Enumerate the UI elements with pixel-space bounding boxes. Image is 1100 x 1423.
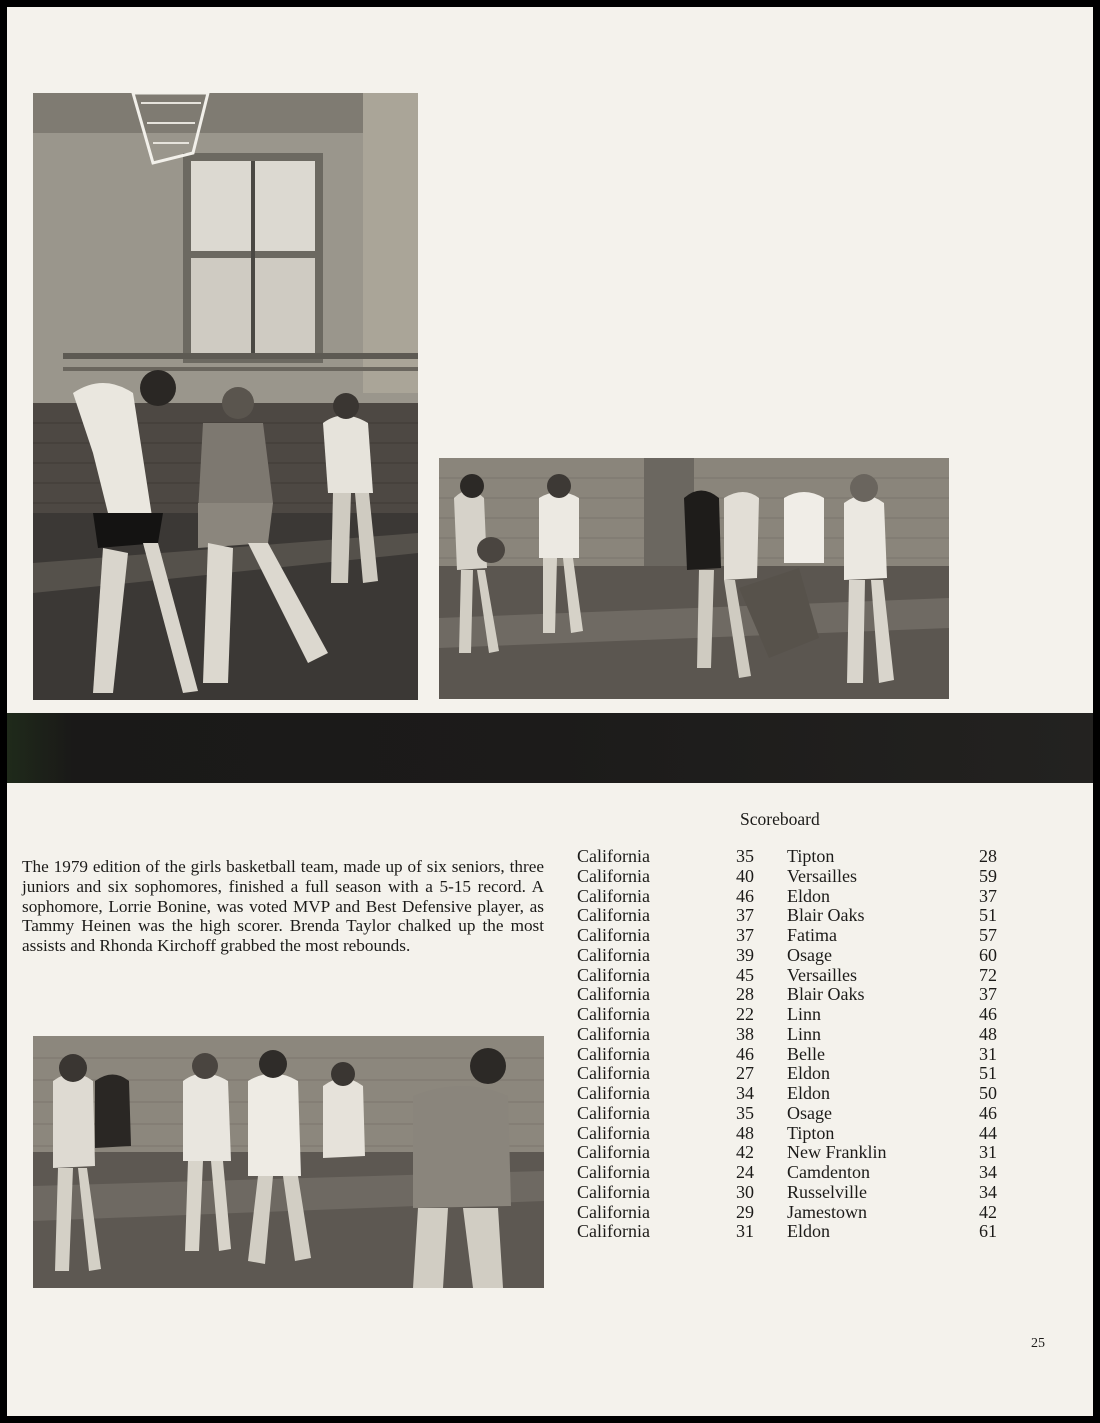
- column-gap: [754, 1045, 787, 1065]
- column-gap: [754, 966, 787, 986]
- opponent-score: 60: [979, 944, 997, 965]
- opponent-score: 48: [979, 1023, 997, 1044]
- opponent-team: Versailles: [787, 865, 857, 886]
- home-team: California: [577, 984, 650, 1005]
- home-score: 27: [736, 1063, 754, 1084]
- opponent-score: 46: [979, 1004, 997, 1024]
- column-gap: [754, 1183, 787, 1203]
- home-team: California: [577, 846, 650, 866]
- home-score: 42: [736, 1142, 754, 1163]
- column-gap: [754, 1163, 787, 1183]
- scoreboard-row: [577, 1064, 997, 1084]
- home-team: California: [577, 1023, 650, 1044]
- home-team: California: [577, 1122, 650, 1143]
- opponent-score: 61: [979, 1221, 997, 1242]
- opponent-team: Camdenton: [787, 1162, 870, 1182]
- home-team: California: [577, 944, 650, 965]
- home-team: California: [577, 865, 650, 886]
- opponent-team: Versailles: [787, 964, 857, 985]
- home-team: California: [577, 1162, 650, 1182]
- opponent-team: New Franklin: [787, 1142, 887, 1163]
- home-score: 45: [736, 964, 754, 985]
- opponent-score: 34: [979, 1181, 997, 1202]
- home-team: California: [577, 1004, 650, 1024]
- column-gap: [754, 1104, 787, 1124]
- column-gap: [754, 985, 787, 1005]
- scoreboard-row: [577, 966, 997, 986]
- page-number: 25: [1031, 1336, 1045, 1351]
- section-divider-band: [7, 713, 1093, 783]
- opponent-team: Eldon: [787, 885, 830, 906]
- home-team: California: [577, 1063, 650, 1084]
- opponent-team: Osage: [787, 1102, 832, 1123]
- opponent-score: 37: [979, 885, 997, 906]
- opponent-score: 72: [979, 964, 997, 985]
- opponent-team: Eldon: [787, 1083, 830, 1103]
- column-gap: [754, 906, 787, 926]
- yearbook-page: [7, 7, 1093, 1416]
- home-team: California: [577, 964, 650, 985]
- home-score: 46: [736, 885, 754, 906]
- home-team: California: [577, 1142, 650, 1163]
- home-score: 34: [736, 1083, 754, 1103]
- scoreboard-table: [577, 847, 997, 1242]
- scoreboard-row: [577, 1104, 997, 1124]
- home-team: California: [577, 905, 650, 926]
- opponent-team: Tipton: [787, 846, 835, 866]
- scoreboard-rows: [577, 847, 997, 1242]
- opponent-team: Blair Oaks: [787, 984, 865, 1005]
- column-gap: [754, 1222, 787, 1242]
- scoreboard-row: [577, 1222, 997, 1242]
- home-score: 37: [736, 905, 754, 926]
- opponent-team: Linn: [787, 1023, 821, 1044]
- opponent-score: 46: [979, 1102, 997, 1123]
- home-team: California: [577, 1181, 650, 1202]
- opponent-team: Jamestown: [787, 1201, 867, 1222]
- home-score: 29: [736, 1201, 754, 1222]
- column-gap: [754, 887, 787, 907]
- opponent-score: 31: [979, 1043, 997, 1064]
- opponent-team: Osage: [787, 944, 832, 965]
- column-gap: [754, 1084, 787, 1104]
- scoreboard-row: [577, 985, 997, 1005]
- scoreboard-row: [577, 1143, 997, 1163]
- opponent-team: Tipton: [787, 1122, 835, 1143]
- home-team: California: [577, 1201, 650, 1222]
- home-score: 30: [736, 1181, 754, 1202]
- home-score: 24: [736, 1162, 754, 1182]
- home-team: California: [577, 925, 650, 945]
- home-score: 37: [736, 925, 754, 945]
- scoreboard-row: [577, 906, 997, 926]
- opponent-team: Fatima: [787, 925, 837, 945]
- home-score: 31: [736, 1221, 754, 1242]
- opponent-score: 31: [979, 1142, 997, 1163]
- opponent-team: Eldon: [787, 1221, 830, 1242]
- scoreboard-row: [577, 946, 997, 966]
- column-gap: [754, 1064, 787, 1084]
- column-gap: [754, 1005, 787, 1025]
- scoreboard-row: [577, 887, 997, 907]
- column-gap: [754, 1025, 787, 1045]
- scoreboard-row: [577, 1203, 997, 1223]
- scoreboard-row: [577, 1124, 997, 1144]
- opponent-score: 50: [979, 1083, 997, 1103]
- team-caption: The 1979 edition of the girls basketball team, made up of six seniors, three juniors and six sophomores, finished a full season with a 5-15 record. A sophomore, Lorrie Bonine, was voted MVP and Best Defensive player, as Tammy Heinen was the high scorer. Brenda Taylor chalked up the most assists and Rhonda Kirchoff grabbed the most rebounds.: [22, 857, 544, 956]
- opponent-score: 59: [979, 865, 997, 886]
- opponent-team: Blair Oaks: [787, 905, 865, 926]
- opponent-team: Russelville: [787, 1181, 867, 1202]
- photo-team-practice: [439, 458, 949, 699]
- opponent-score: 51: [979, 905, 997, 926]
- home-team: California: [577, 1043, 650, 1064]
- opponent-score: 28: [979, 846, 997, 866]
- home-score: 28: [736, 984, 754, 1005]
- home-score: 40: [736, 865, 754, 886]
- opponent-score: 42: [979, 1201, 997, 1222]
- opponent-score: 34: [979, 1162, 997, 1182]
- column-gap: [754, 867, 787, 887]
- opponent-team: Eldon: [787, 1063, 830, 1084]
- home-score: 35: [736, 1102, 754, 1123]
- scoreboard-row: [577, 1045, 997, 1065]
- scoreboard-row: [577, 926, 997, 946]
- scoreboard-row: [577, 1163, 997, 1183]
- home-score: 22: [736, 1004, 754, 1024]
- opponent-score: 44: [979, 1122, 997, 1143]
- home-team: California: [577, 1083, 650, 1103]
- home-team: California: [577, 1102, 650, 1123]
- home-team: California: [577, 885, 650, 906]
- column-gap: [754, 1143, 787, 1163]
- scoreboard-row: [577, 1025, 997, 1045]
- photo-team-huddle: [33, 1036, 544, 1288]
- home-score: 38: [736, 1023, 754, 1044]
- column-gap: [754, 946, 787, 966]
- opponent-score: 51: [979, 1063, 997, 1084]
- scoreboard-row: [577, 1183, 997, 1203]
- home-score: 39: [736, 944, 754, 965]
- home-score: 48: [736, 1122, 754, 1143]
- opponent-team: Belle: [787, 1043, 825, 1064]
- photo-gym-rebound: [33, 93, 418, 700]
- column-gap: [754, 1124, 787, 1144]
- scoreboard-row: [577, 1084, 997, 1104]
- scoreboard-title: Scoreboard: [740, 809, 820, 829]
- home-score: 46: [736, 1043, 754, 1064]
- scoreboard-row: [577, 867, 997, 887]
- column-gap: [754, 1203, 787, 1223]
- opponent-score: 37: [979, 984, 997, 1005]
- opponent-team: Linn: [787, 1004, 821, 1024]
- opponent-score: 57: [979, 925, 997, 945]
- column-gap: [754, 926, 787, 946]
- home-score: 35: [736, 846, 754, 866]
- column-gap: [754, 847, 787, 867]
- home-team: California: [577, 1221, 650, 1242]
- scoreboard-row: [577, 847, 997, 867]
- scoreboard-row: [577, 1005, 997, 1025]
